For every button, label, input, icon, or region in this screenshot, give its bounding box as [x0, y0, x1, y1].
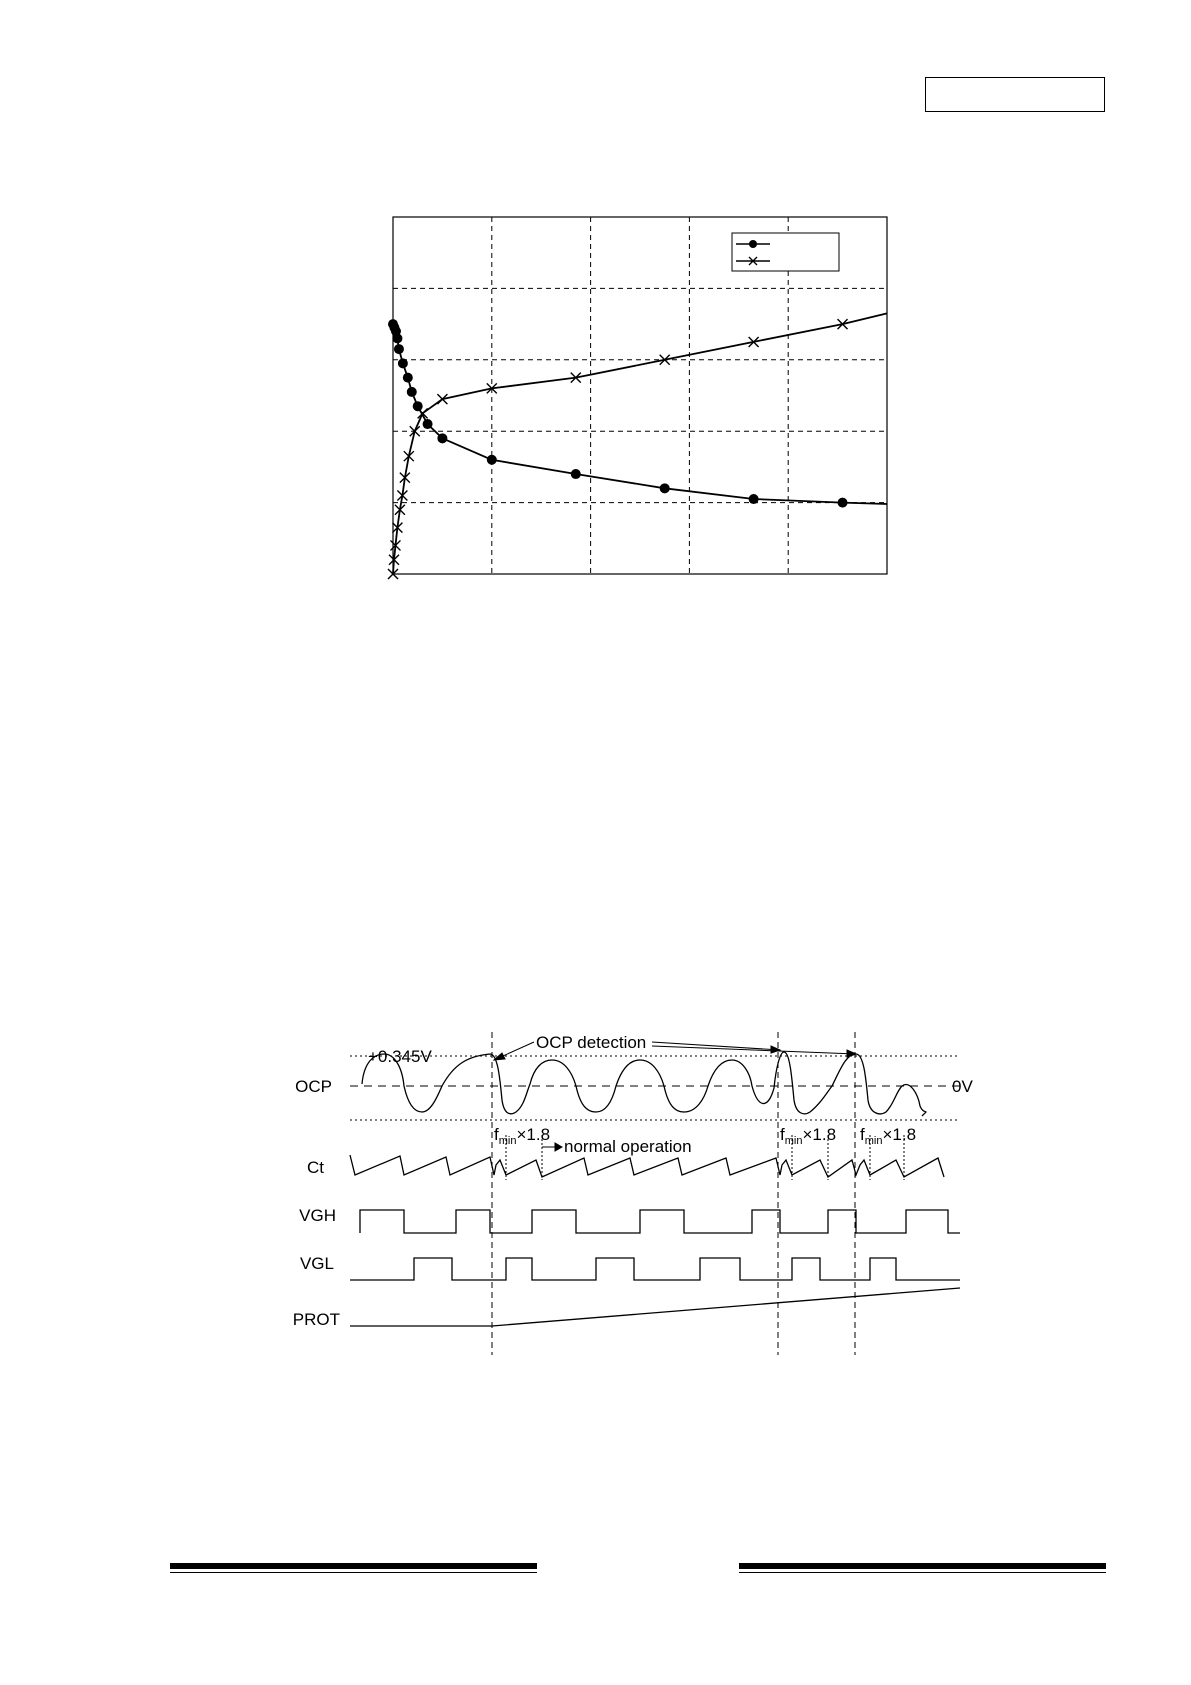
data-point-dot	[413, 401, 423, 411]
data-point-dot	[660, 483, 670, 493]
data-point-dot	[437, 433, 447, 443]
vgl-waveform	[350, 1258, 960, 1280]
data-point-dot	[398, 358, 408, 368]
timing-guides	[350, 1032, 960, 1355]
series-line-1	[393, 324, 887, 504]
fmin-label-1: $f_{min}\times 1.8$	[494, 1125, 551, 1147]
header-box	[925, 77, 1105, 112]
fmin-label-3: $f_{min}\times 1.8$	[860, 1125, 917, 1147]
label-ct: Ct	[307, 1158, 324, 1177]
threshold-label: +0.345V	[368, 1047, 432, 1066]
detection-arrow-3	[652, 1046, 856, 1054]
data-point-dot	[487, 455, 497, 465]
vgh-waveform	[360, 1210, 960, 1233]
label-vgh: VGH	[299, 1206, 336, 1225]
ocp-detection-label: OCP detection	[536, 1033, 647, 1052]
data-point-dot	[423, 419, 433, 429]
timing-diagram	[280, 1020, 980, 1370]
line-chart	[375, 205, 895, 585]
label-ocp: OCP	[295, 1077, 332, 1096]
prot-waveform	[350, 1288, 960, 1326]
chart-series	[388, 313, 887, 579]
ocp-waveform	[362, 1052, 926, 1116]
data-point-dot	[394, 344, 404, 354]
legend-box	[732, 233, 839, 271]
data-point-dot	[403, 373, 413, 383]
annotations	[368, 1033, 973, 1156]
data-point-dot	[392, 333, 402, 343]
data-point-dot	[407, 387, 417, 397]
zero-label: 0V	[952, 1077, 973, 1096]
data-point-dot	[749, 494, 759, 504]
data-point-dot	[838, 498, 848, 508]
series-line-2	[393, 313, 887, 574]
arrowhead-icon	[771, 1046, 780, 1053]
arrowhead-icon	[555, 1143, 562, 1151]
fmin-label-2: $f_{min}\times 1.8$	[780, 1125, 837, 1147]
data-point-dot	[571, 469, 581, 479]
label-vgl: VGL	[299, 1254, 334, 1273]
normal-operation-label: normal operation	[564, 1137, 692, 1156]
signal-labels	[293, 1077, 340, 1329]
chart-legend	[732, 233, 839, 271]
footer-rule-right	[739, 1563, 1106, 1569]
label-prot: PROT	[292, 1310, 340, 1329]
legend-marker-dot	[749, 240, 757, 248]
footer-rule-left	[170, 1563, 537, 1569]
